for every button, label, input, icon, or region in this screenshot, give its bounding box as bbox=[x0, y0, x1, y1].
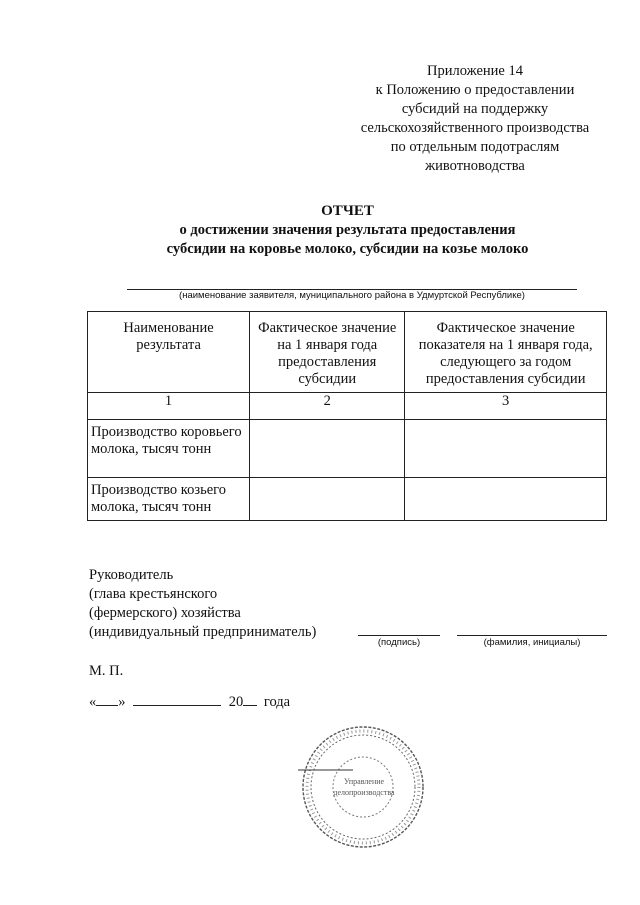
year-prefix: 20 bbox=[228, 694, 244, 710]
column-number: 2 bbox=[250, 393, 405, 420]
table-row bbox=[88, 420, 607, 478]
column-number-row bbox=[88, 393, 607, 420]
title-line: о достижении значения результата предоставления bbox=[179, 222, 516, 238]
signatory-line: (фермерского) хозяйства bbox=[89, 605, 241, 621]
name-field bbox=[457, 635, 607, 636]
appendix-line: субсидий на поддержку bbox=[401, 101, 549, 117]
value-cell bbox=[405, 478, 607, 521]
appendix-line: Приложение 14 bbox=[427, 63, 523, 79]
table-row bbox=[88, 478, 607, 521]
signature-field bbox=[358, 635, 440, 636]
name-caption: (фамилия, инициалы) bbox=[483, 637, 581, 648]
signature-block bbox=[89, 566, 316, 642]
signatory-line: Руководитель bbox=[89, 567, 174, 583]
title-line: субсидии на коровье молоко, субсидии на козье молоко bbox=[166, 241, 529, 257]
value-cell bbox=[405, 420, 607, 478]
appendix-line: по отдельным подотраслям bbox=[390, 139, 560, 155]
value-cell bbox=[250, 420, 405, 478]
day-field bbox=[96, 694, 118, 706]
appendix-line: сельскохозяйственного производства bbox=[360, 120, 590, 136]
seal-label: М. П. bbox=[89, 663, 124, 679]
appendix-heading bbox=[350, 62, 600, 176]
result-name-cell: Производство козьего молока, тысяч тонн bbox=[88, 478, 250, 521]
open-quote: « bbox=[89, 694, 97, 710]
stamp-seal-graphic bbox=[298, 722, 428, 852]
appendix-line: животноводства bbox=[425, 158, 525, 174]
applicant-caption: (наименование заявителя, муниципального района в Удмуртской Республике) bbox=[179, 290, 525, 301]
column-header: Фактическое значение на 1 января года предоставления субсидии bbox=[250, 312, 405, 393]
year-suffix: года bbox=[263, 694, 291, 710]
document-title bbox=[0, 202, 640, 259]
year-field bbox=[243, 694, 257, 706]
signature-caption: (подпись) bbox=[377, 637, 421, 648]
column-number: 1 bbox=[88, 393, 250, 420]
stamp-text: делопроизводства bbox=[333, 788, 395, 797]
column-header: Фактическое значение показателя на 1 января года, следующего за годом предоставления субсидии bbox=[405, 312, 607, 393]
column-number: 3 bbox=[405, 393, 607, 420]
table-header-row bbox=[88, 312, 607, 393]
result-name-cell: Производство коровьего молока, тысяч тонн bbox=[88, 420, 250, 478]
column-header: Наименование результата bbox=[88, 312, 250, 393]
report-table bbox=[87, 311, 607, 521]
stamp-text: Управление bbox=[343, 777, 385, 786]
month-field bbox=[133, 694, 221, 706]
value-cell bbox=[250, 478, 405, 521]
appendix-line: к Положению о предоставлении bbox=[375, 82, 575, 98]
date-line bbox=[89, 694, 290, 711]
signatory-line: (индивидуальный предприниматель) bbox=[89, 624, 317, 640]
title-main: ОТЧЕТ bbox=[321, 203, 374, 219]
official-stamp bbox=[298, 722, 428, 852]
signatory-line: (глава крестьянского bbox=[89, 586, 218, 602]
close-quote: » bbox=[118, 694, 126, 710]
